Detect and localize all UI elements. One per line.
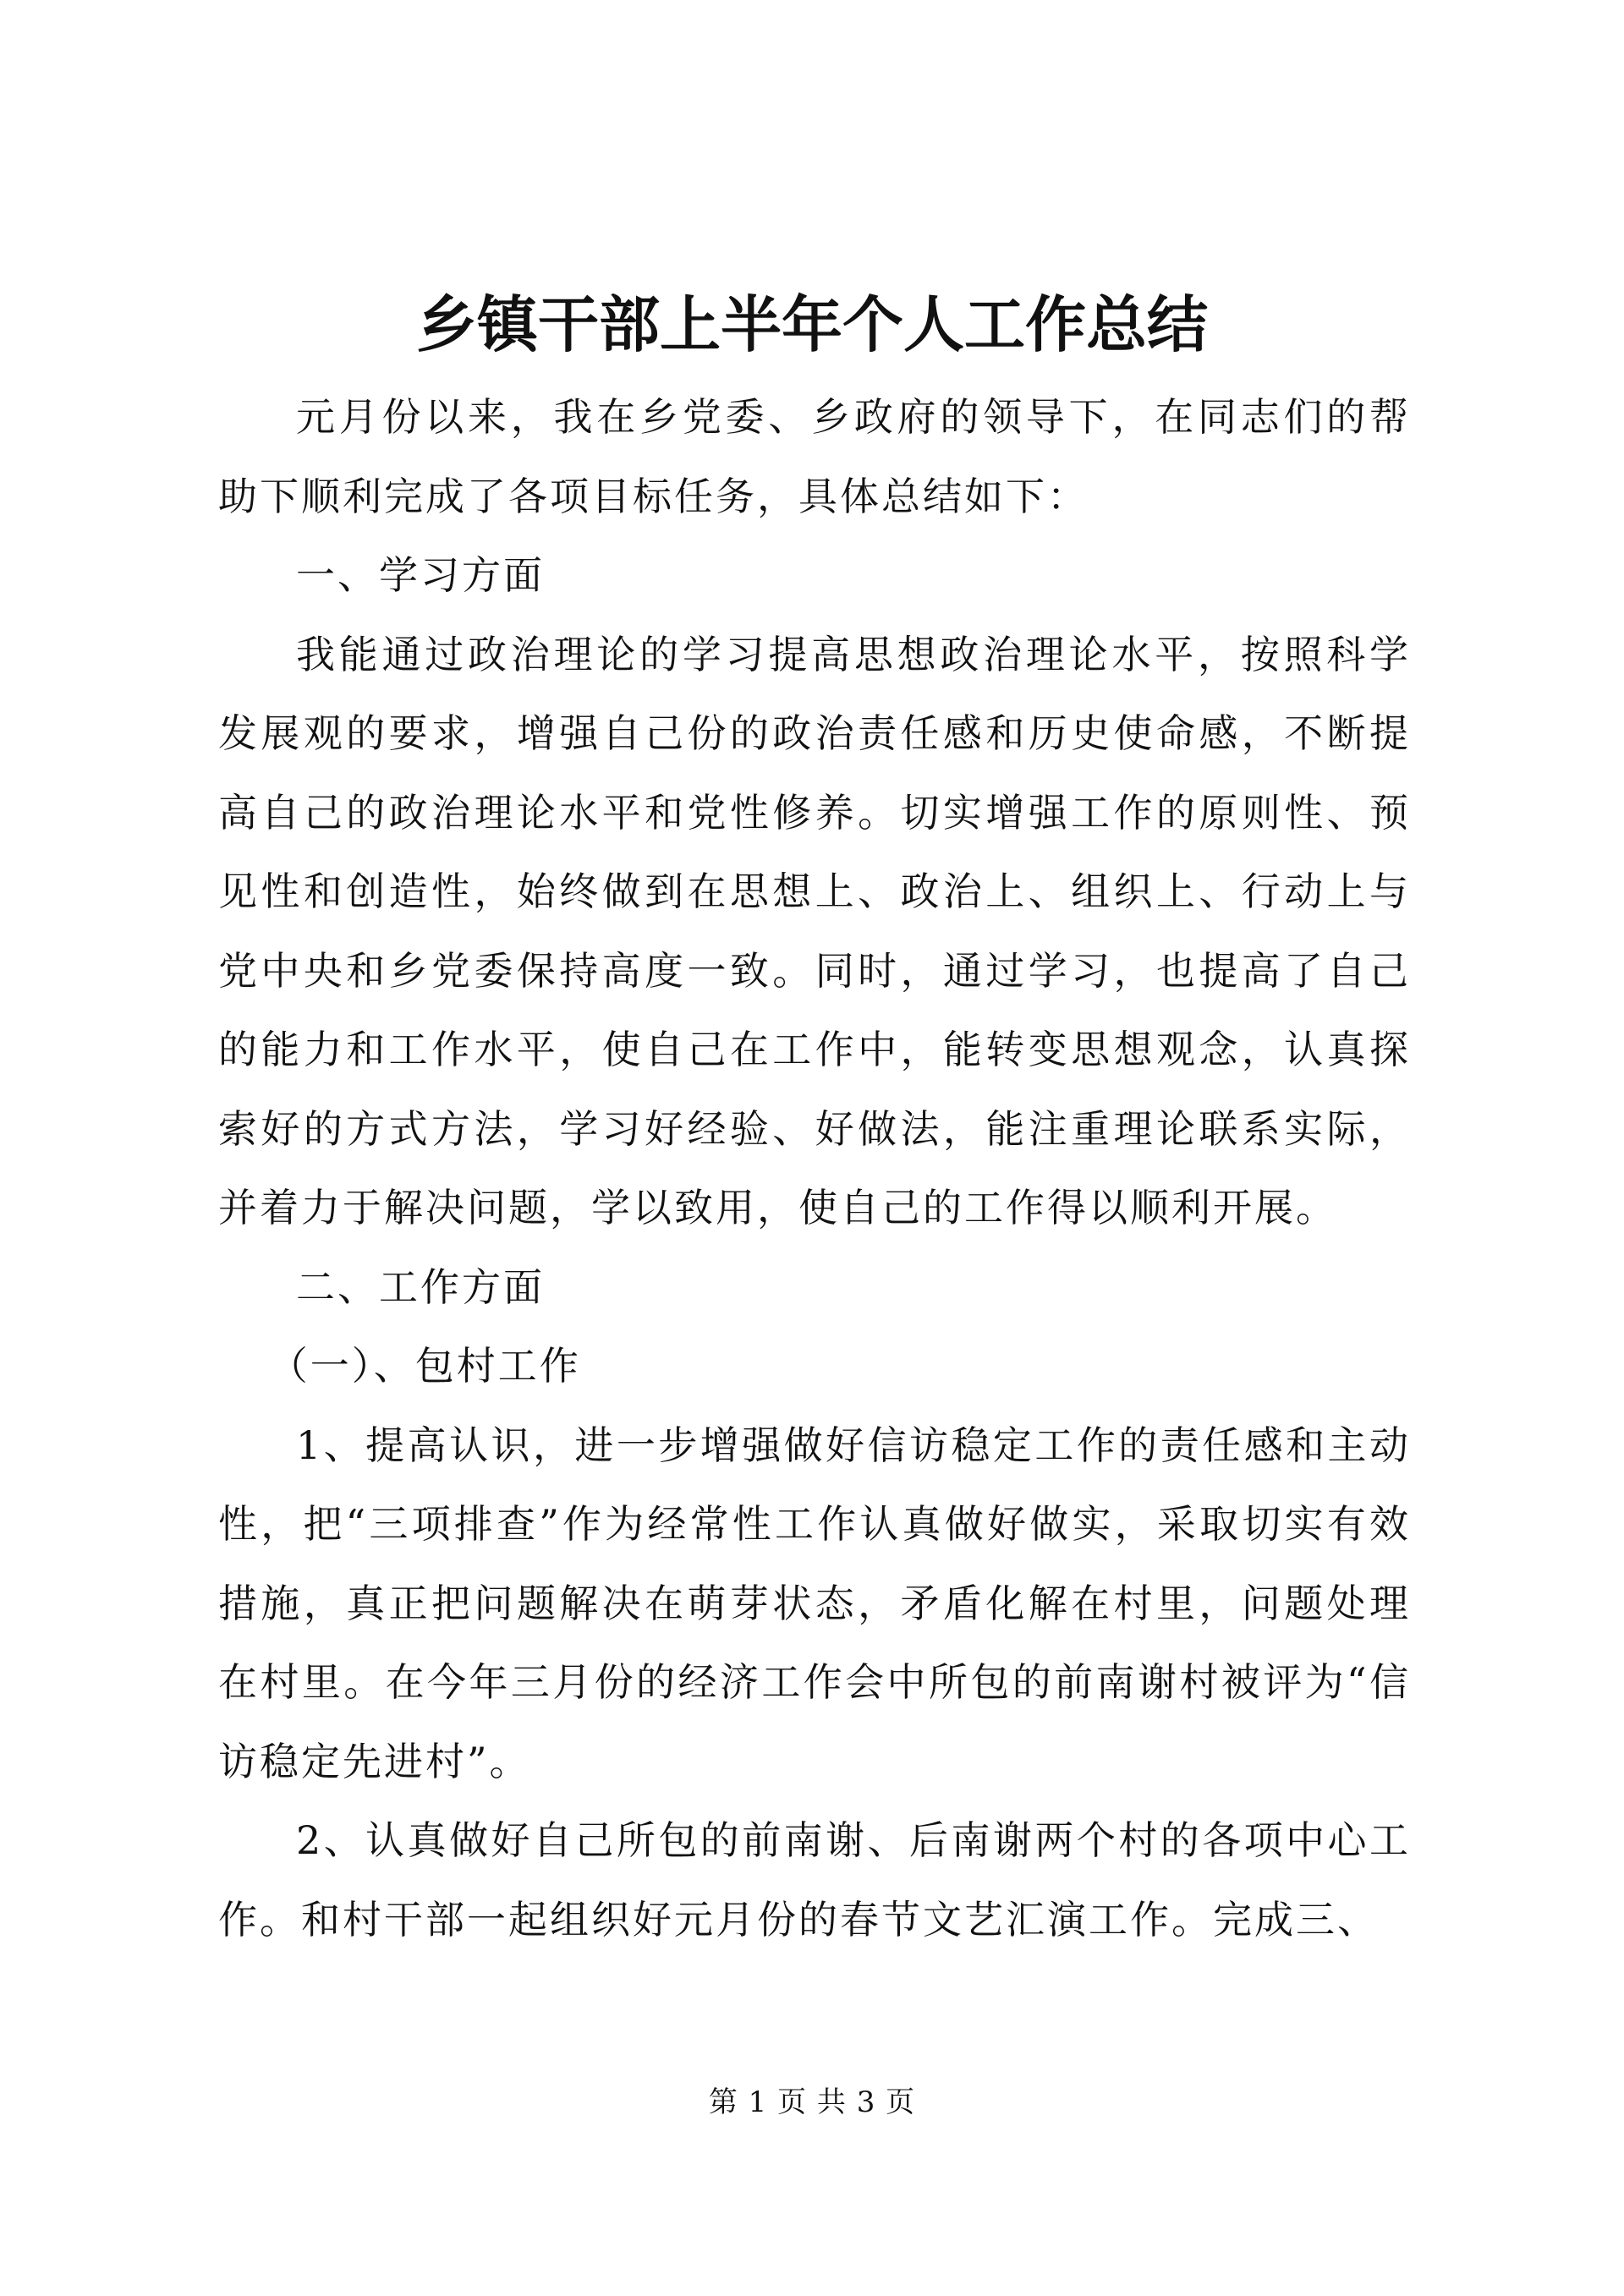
study-paragraph: 我能通过政治理论的学习提高思想政治理论水平，按照科学发展观的要求，增强自己份的政治责任感和历史使命感，不断提高自己的政治理论水平和党性修养。切实增强工作的原则性、预见性和创造性，始终做到在思想上、政治上、组织上、行动上与党中央和乡党委保持高度一致。同时，通过学习，也提高了自己的能力和工作水平，使自己在工作中，能转变思想观念，认真探索好的方式方法，学习好经验、好做法，能注重理论联系实际，并着力于解决问题，学以致用，使自己的工作得以顺利开展。	[218, 631, 1411, 1230]
item-2-paragraph: 2、认真做好自己所包的前南谢、后南谢两个村的各项中心工作。和村干部一起组织好元月份的春节文艺汇演工作。完成三、	[218, 1817, 1411, 1943]
item-1-paragraph: 1、提高认识，进一步增强做好信访稳定工作的责任感和主动性，把“三项排查”作为经常性工作认真做好做实，采取切实有效措施，真正把问题解决在萌芽状态，矛盾化解在村里，问题处理在村里。在今年三月份的经济工作会中所包的前南谢村被评为“信访稳定先进村”。	[218, 1422, 1411, 1784]
section-heading-study: 一、学习方面	[296, 552, 545, 598]
page-number-footer: 第 1 页 共 3 页	[708, 2085, 916, 2119]
document-body	[218, 378, 1411, 1959]
subsection-heading-village-work: （一）、包村工作	[268, 1343, 581, 1389]
section-heading-work: 二、工作方面	[296, 1263, 545, 1310]
intro-paragraph: 元月份以来，我在乡党委、乡政府的领导下，在同志们的帮助下顺利完成了各项目标任务，具体总结如下：	[218, 394, 1411, 519]
document-title: 乡镇干部上半年个人工作总结	[415, 288, 1208, 360]
